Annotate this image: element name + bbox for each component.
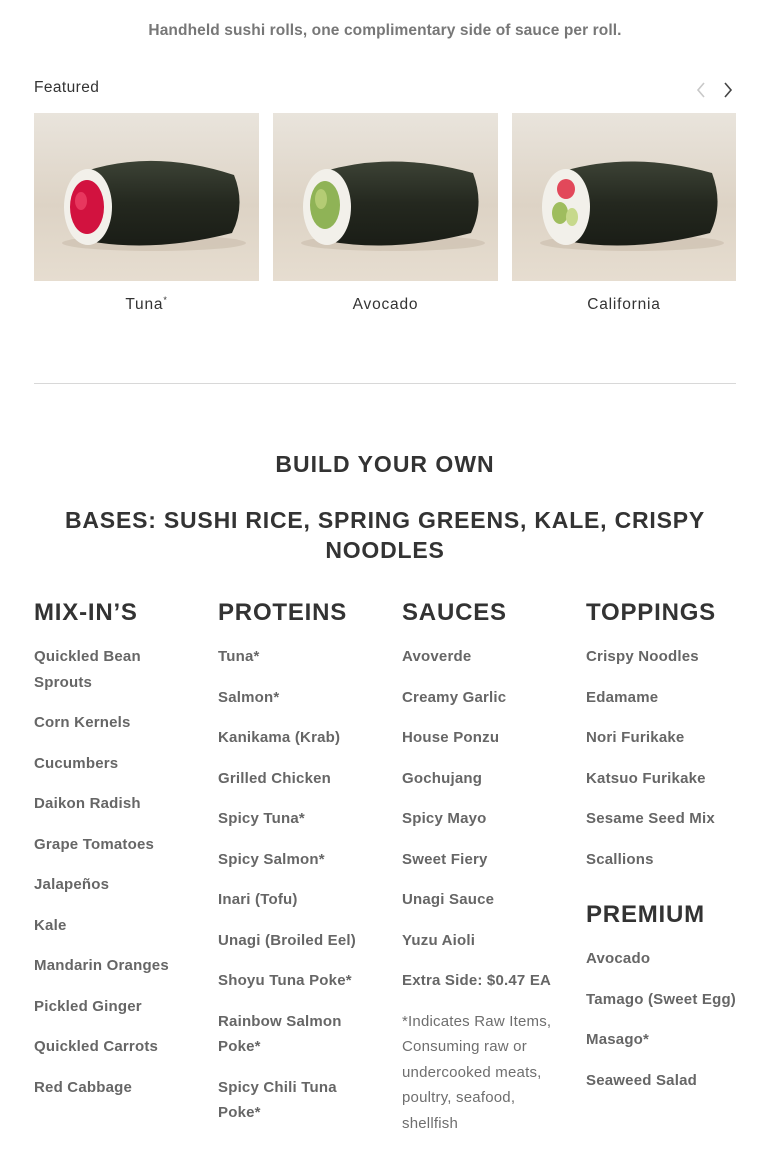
- mixins-column: [34, 597, 194, 1115]
- build-your-own-heading: BUILD YOUR OWN: [275, 451, 495, 477]
- list-item: Grilled Chicken: [218, 769, 332, 787]
- list-item: Quickled Carrots: [34, 1038, 159, 1055]
- list-item: Spicy Mayo: [402, 810, 487, 827]
- premium-heading: PREMIUM: [586, 901, 705, 928]
- list-item: Gochujang: [402, 769, 483, 787]
- carousel-prev-button[interactable]: [690, 79, 712, 101]
- list-item: Rainbow Salmon Poke*: [218, 1012, 342, 1055]
- sauces-column: [402, 597, 557, 1151]
- list-item: Katsuo Furikake: [586, 769, 706, 787]
- section-divider: [34, 383, 736, 384]
- list-item: Unagi Sauce: [402, 891, 495, 908]
- list-item: Sweet Fiery: [402, 850, 488, 868]
- list-item: Kale: [34, 916, 67, 934]
- list-item: Inari (Tofu): [218, 891, 298, 908]
- bases-heading: BASES: SUSHI RICE, SPRING GREENS, KALE, CRISPY NOODLES: [64, 507, 705, 563]
- list-item: Corn Kernels: [34, 714, 131, 731]
- list-item: Seaweed Salad: [586, 1071, 697, 1089]
- list-item: Quickled Bean Sprouts: [34, 648, 141, 691]
- list-item: Kanikama (Krab): [218, 729, 341, 746]
- toppings-heading: TOPPINGS: [586, 599, 716, 626]
- sauces-list: [402, 644, 557, 1136]
- list-item: Avoverde: [402, 648, 472, 665]
- list-item: Grape Tomatoes: [34, 835, 155, 853]
- featured-card-name: Avocado: [352, 296, 419, 314]
- list-item: Creamy Garlic: [402, 688, 507, 706]
- list-item: Daikon Radish: [34, 795, 141, 812]
- list-item: Spicy Chili Tuna Poke*: [218, 1078, 337, 1121]
- list-item: House Ponzu: [402, 729, 500, 746]
- list-item: Yuzu Aioli: [402, 931, 476, 949]
- list-item: Sesame Seed Mix: [586, 810, 715, 827]
- list-item: Extra Side: $0.47 EA: [402, 972, 552, 989]
- list-item: Red Cabbage: [34, 1078, 133, 1096]
- list-item: Salmon*: [218, 688, 280, 706]
- featured-card-california[interactable]: [512, 113, 736, 314]
- mixins-list: [34, 644, 194, 1100]
- featured-card-avocado[interactable]: [273, 113, 498, 314]
- list-item: Mandarin Oranges: [34, 957, 169, 974]
- carousel-next-button[interactable]: [717, 79, 739, 101]
- list-item: Nori Furikake: [586, 729, 685, 746]
- list-item: Tuna*: [218, 648, 260, 665]
- proteins-column: [218, 597, 368, 1141]
- avocado-roll-image: [273, 113, 498, 281]
- list-item: Edamame: [586, 688, 659, 706]
- sauces-heading: SAUCES: [402, 599, 507, 626]
- tuna-roll-image: [34, 113, 259, 281]
- featured-heading: Featured: [34, 79, 100, 96]
- proteins-list: [218, 644, 368, 1126]
- proteins-heading: PROTEINS: [218, 599, 348, 626]
- menu-subtitle: Handheld sushi rolls, one complimentary side of sauce per roll.: [148, 22, 622, 39]
- list-item: Unagi (Broiled Eel): [218, 931, 356, 949]
- list-item: Spicy Salmon*: [218, 850, 325, 868]
- list-item: Scallions: [586, 850, 654, 868]
- list-item: Shoyu Tuna Poke*: [218, 972, 352, 989]
- raw-items-note: *Indicates Raw Items, Consuming raw or undercooked meats, poultry, seafood, shellfish: [402, 1012, 552, 1132]
- mixins-heading: MIX-IN’S: [34, 599, 138, 626]
- featured-card-tuna[interactable]: [34, 113, 259, 314]
- list-item: Spicy Tuna*: [218, 810, 305, 827]
- list-item: Masago*: [586, 1031, 650, 1048]
- list-item: Tamago (Sweet Egg): [586, 990, 737, 1008]
- chevron-left-icon: [696, 82, 706, 98]
- featured-card-name: California: [587, 296, 661, 314]
- chevron-right-icon: [723, 82, 733, 98]
- list-item: Cucumbers: [34, 754, 119, 772]
- list-item: Jalapeños: [34, 876, 110, 893]
- list-item: Avocado: [586, 950, 651, 967]
- california-roll-image: [512, 113, 736, 281]
- list-item: Crispy Noodles: [586, 648, 699, 665]
- featured-card-name: Tuna*: [125, 295, 168, 314]
- premium-list: [586, 946, 746, 1093]
- toppings-list: [586, 644, 746, 872]
- list-item: Pickled Ginger: [34, 997, 142, 1015]
- toppings-column: [586, 597, 746, 1108]
